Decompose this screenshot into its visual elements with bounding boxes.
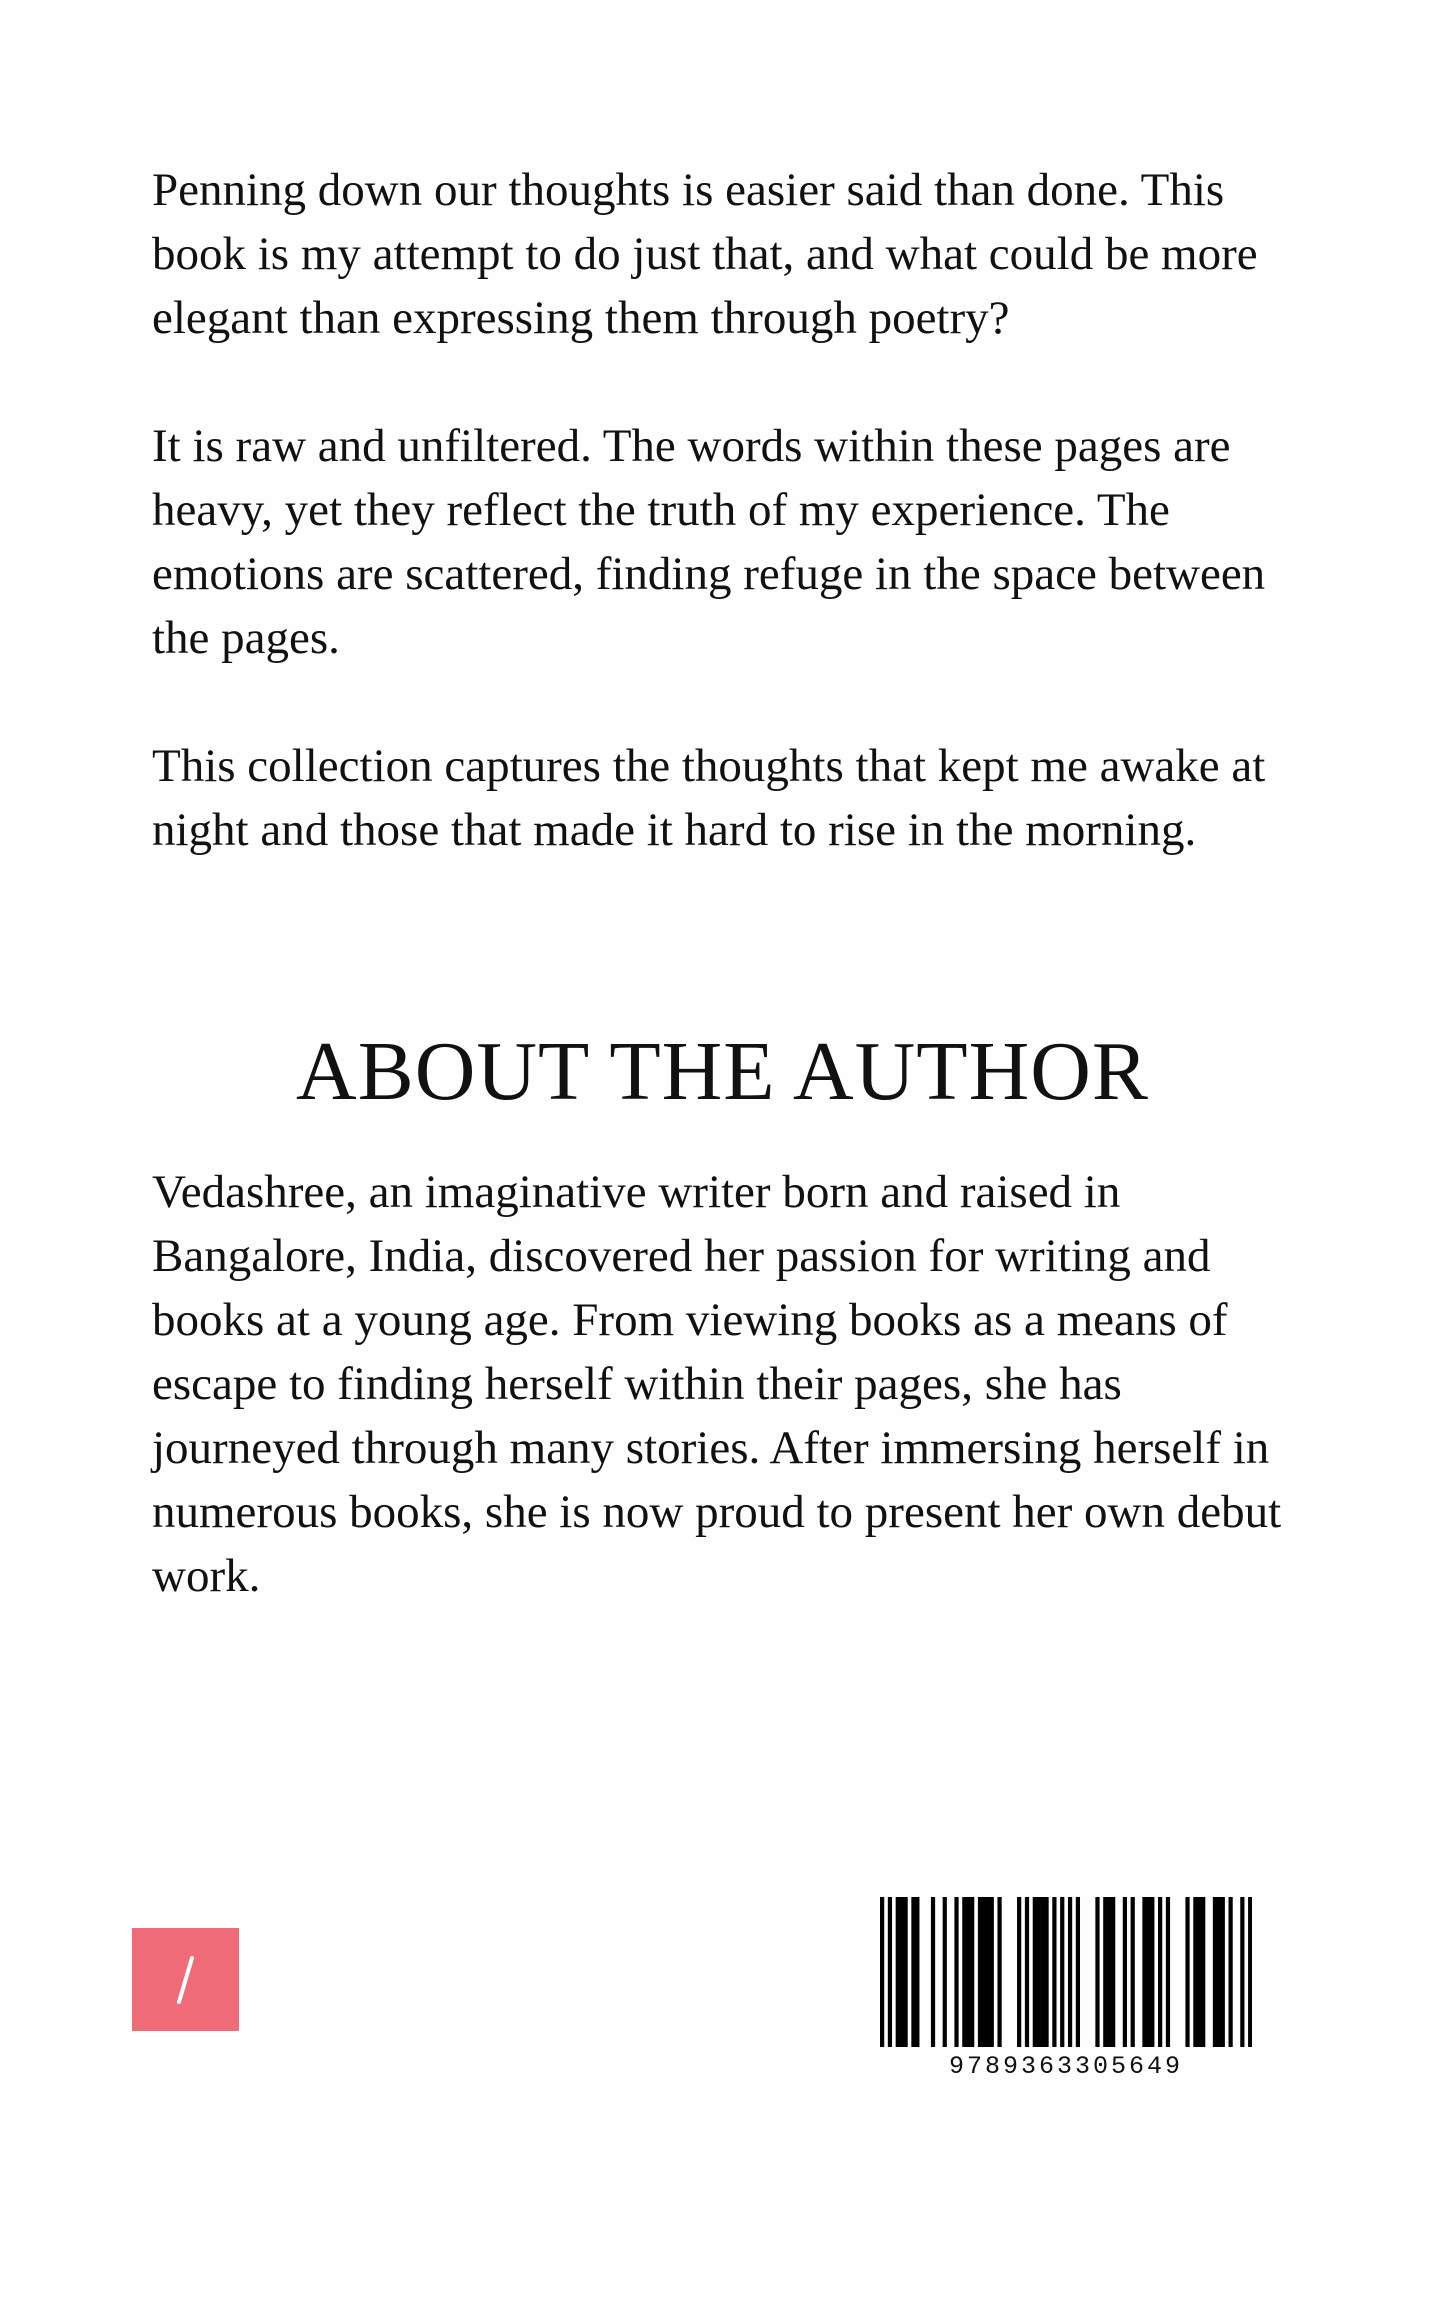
barcode-bar [1052,1897,1056,2047]
about-the-author-heading: ABOUT THE AUTHOR [296,1025,1149,1118]
slash-logo-icon [132,1928,239,2031]
barcode-bar [1217,1897,1221,2047]
barcode-bar [1142,1897,1146,2047]
barcode-bar [997,1897,1001,2047]
book-blurb [152,158,1312,926]
barcode-bar [896,1897,900,2047]
barcode-bar [970,1897,974,2047]
barcode-bar [990,1897,994,2047]
barcode-bar [1037,1897,1041,2047]
barcode-bar [1017,1897,1021,2047]
publisher-logo [132,1928,239,2031]
isbn-barcode [880,1897,1252,2047]
barcode-bar [1197,1897,1201,2047]
barcode-bar [1068,1897,1072,2047]
barcode-bar [880,1897,884,2047]
barcode-bar [903,1897,907,2047]
barcode-bar [1213,1897,1217,2047]
barcode-bar [1166,1897,1170,2047]
barcode-bar [911,1897,915,2047]
barcode-bar [1229,1897,1233,2047]
barcode-bar [1044,1897,1048,2047]
barcode-bar [1185,1897,1189,2047]
barcode-bar [1060,1897,1064,2047]
barcode-bar [931,1897,935,2047]
barcode-bar [1076,1897,1080,2047]
barcode-bar [1025,1897,1029,2047]
barcode-bar [962,1897,966,2047]
barcode-bar [1041,1897,1045,2047]
barcode-bar [982,1897,986,2047]
blurb-paragraph-1: Penning down our thoughts is easier said than done. This book is my attempt to do just that, and what could be more elegant than expressing them through poetry? [152,164,1258,344]
barcode-bar [900,1897,904,2047]
barcode-bar [986,1897,990,2047]
barcode-bar [1131,1897,1135,2047]
isbn-number: 9789363305649 [948,2052,1184,2081]
barcode-bar [1103,1897,1107,2047]
barcode-bar [1107,1897,1111,2047]
blurb-paragraph-2: It is raw and unfiltered. The words within these pages are heavy, yet they reflect the truth of my experience. The emotions are scattered, finding refuge in the space between the pages. [152,420,1266,664]
barcode-bar [1033,1897,1037,2047]
barcode-bar [915,1897,919,2047]
blurb-paragraph-3: This collection captures the thoughts that kept me awake at night and those that made it hard to rise in the morning. [152,740,1266,856]
barcode-bar [954,1897,958,2047]
barcode-bar [1123,1897,1127,2047]
barcode-bar [966,1897,970,2047]
barcode-bar [978,1897,982,2047]
barcode-bar [1240,1897,1244,2047]
barcode-bar [943,1897,947,2047]
barcode-bar [1221,1897,1225,2047]
barcode-bar [1146,1897,1150,2047]
barcode-bar [1193,1897,1197,2047]
barcode-bar [888,1897,892,2047]
barcode-bar [1111,1897,1115,2047]
author-bio: Vedashree, an imaginative writer born and raised in Bangalore, India, discovered her passion for writing and books at a young age. From viewing books as a means of escape to finding herself within their pages, she has journeyed through many stories. After immersing herself in numerous books, she is now proud to present her own debut work. [152,1166,1282,1602]
barcode-bar [1248,1897,1252,2047]
barcode-bar [1150,1897,1154,2047]
barcode-bar [1158,1897,1162,2047]
barcode-bar [1095,1897,1099,2047]
barcode-bar [1201,1897,1205,2047]
